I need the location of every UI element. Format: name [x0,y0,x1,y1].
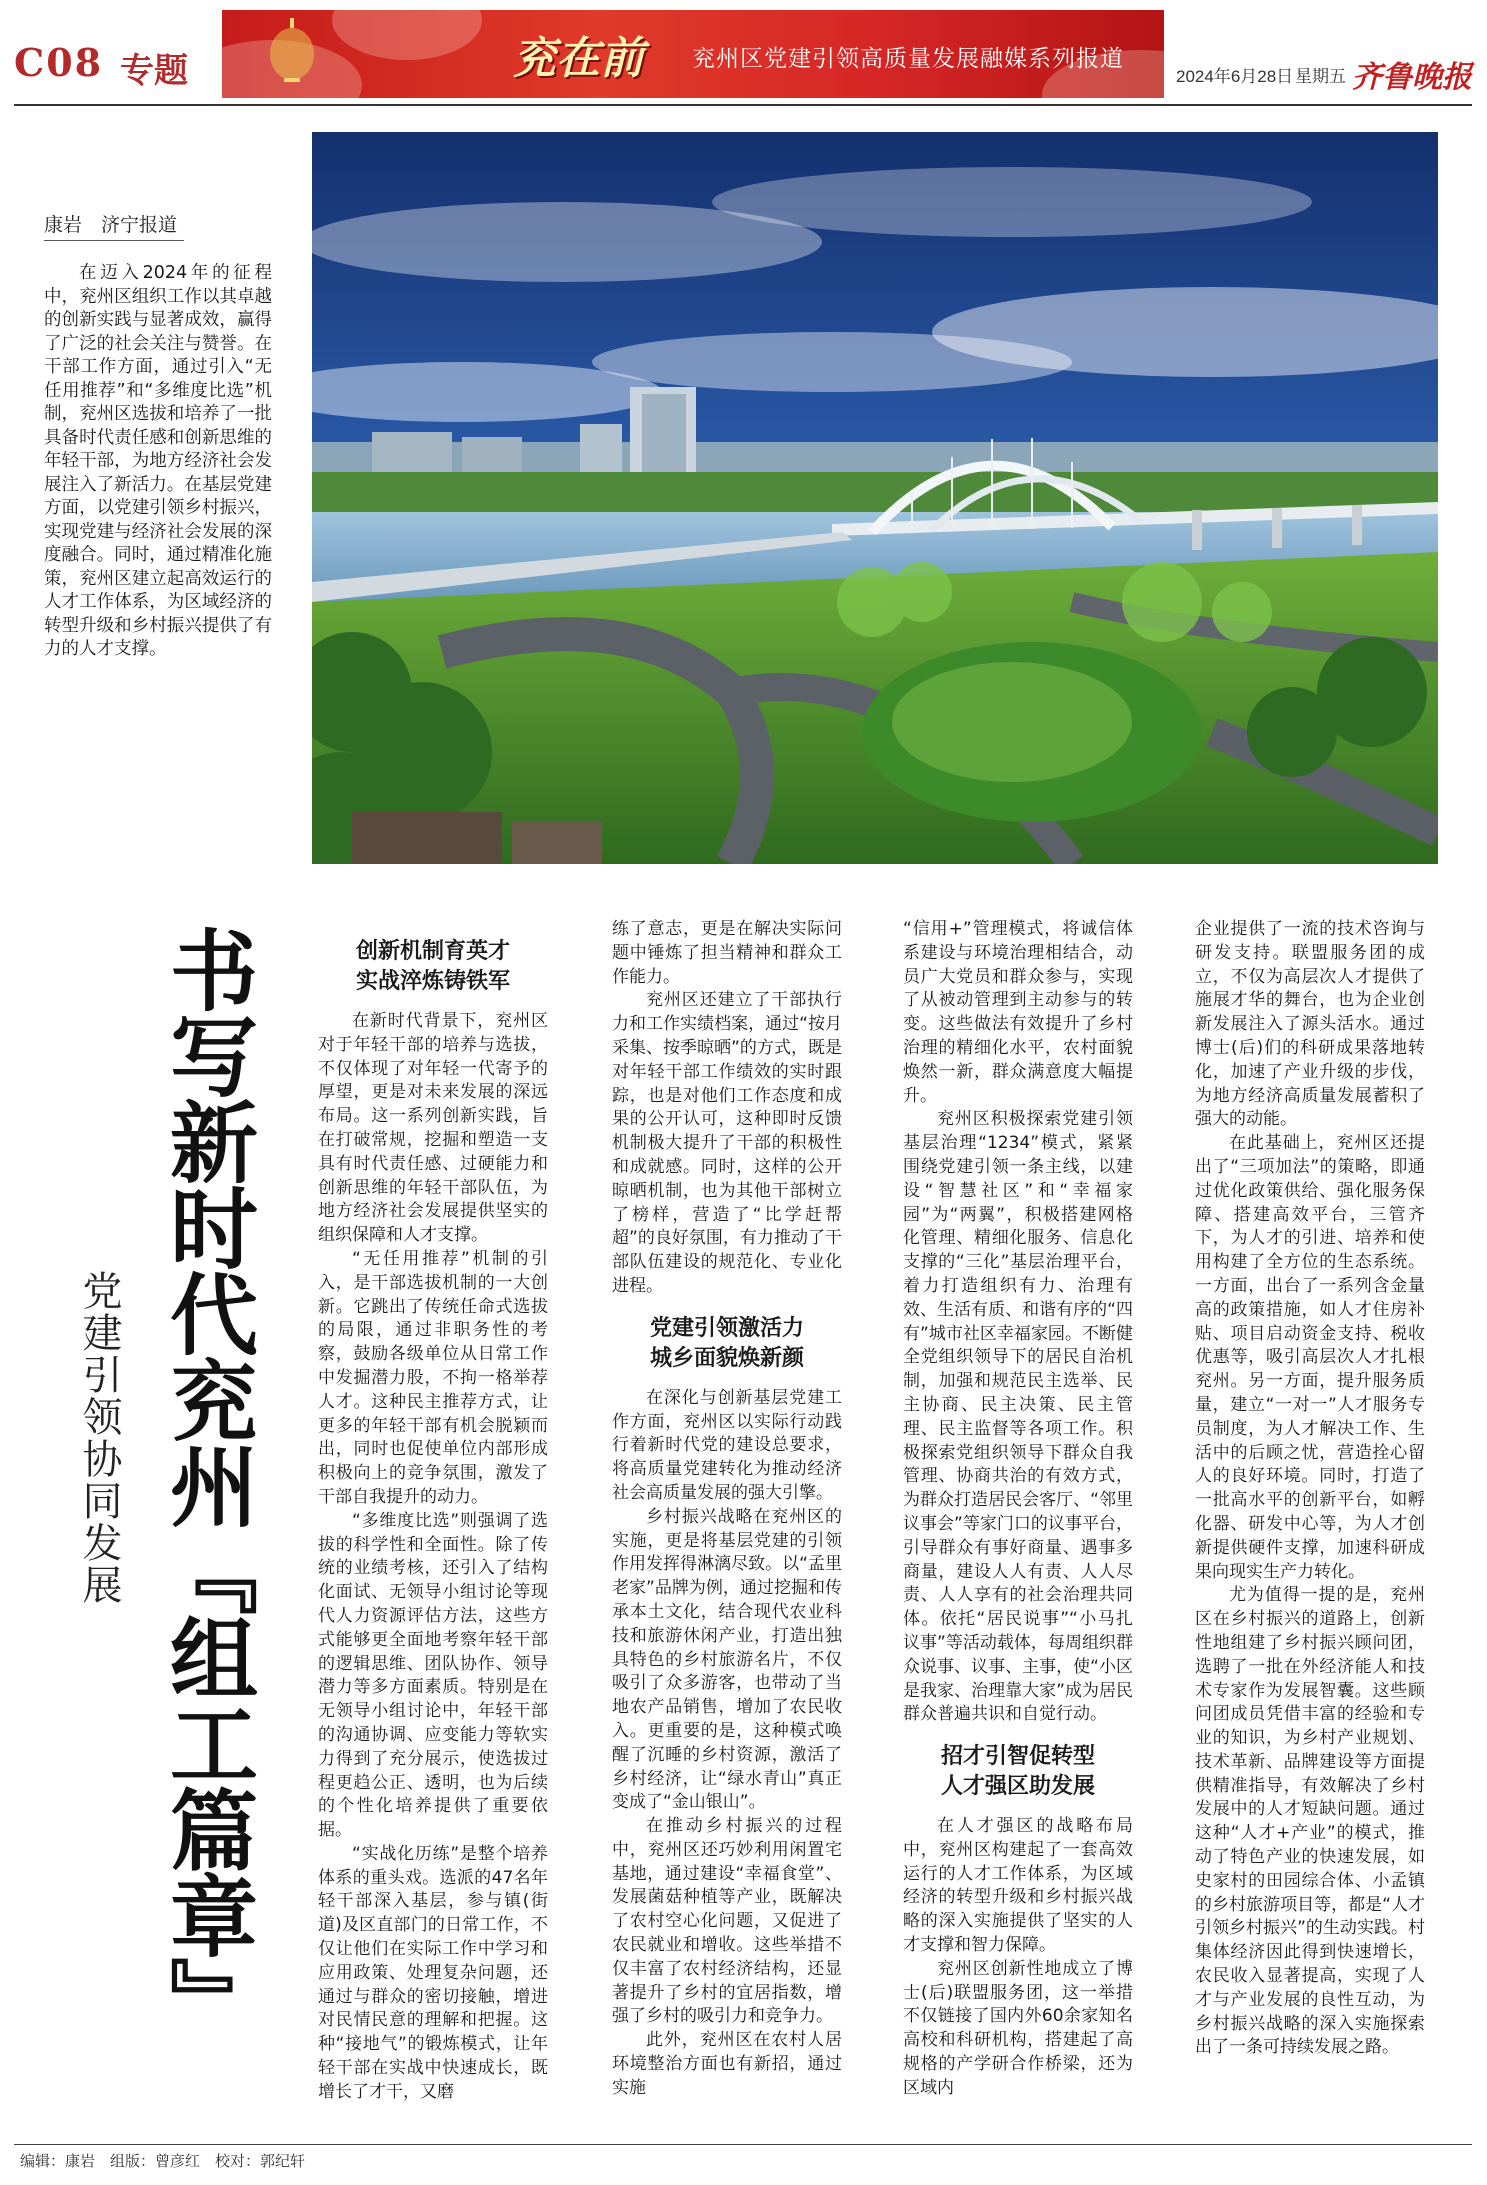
page-code: C08 [14,40,104,85]
issue-weekday: 星期五 [1295,67,1346,87]
section-heading-1b: 实战淬炼铸铁军 [355,968,510,994]
banner-title: 兖州区党建引领高质量发展融媒系列报道 [692,46,1124,72]
paragraph: 在深化与创新基层党建工作方面，兖州区以实际行动践行着新时代党的建设总要求，将高质量党建转化为推动经济社会高质量发展的强大引擎。 [612,1387,842,1503]
city-bridge-photo [312,132,1438,864]
paragraph: 练了意志，更是在解决实际问题中锤炼了担当精神和群众工作能力。 [612,919,842,987]
issue-date: 2024年6月28日 [1176,67,1294,86]
sub-headline: 党建引领协同发展 [76,1270,122,1606]
paragraph: 乡村振兴战略在兖州区的实施，更是将基层党建的引领作用发挥得淋漓尽致。以“孟里老家”品牌为例，通过挖掘和传承本土文化，结合现代农业科技和旅游休闲产业，打造出独具特色的乡村旅游名片，不仅吸引了众多游客，也带动了当地农产品销售，增加了农民收入。更重要的是，这种模式唤醒了沉睡的乡村资源，激活了乡村经济，让“绿水青山”真正变成了“金山银山”。 [612,1506,842,1813]
paragraph: 在人才强区的战略布局中，兖州区构建起了一套高效运行的人才工作体系，为区域经济的转型升级和乡村振兴战略的深入实施提供了坚实的人才支撑和智力保障。 [903,1816,1133,1956]
header-rule [14,104,1472,106]
article-column-1 [318,930,548,2105]
article-column-3 [903,918,1133,2101]
paragraph: 兖州区积极探索党建引领基层治理“1234”模式，紧紧围绕党建引领一条主线，以建设“智慧社区”和“幸福家园”为“两翼”，积极搭建网格化管理、精细化服务、信息化支撑的“三化”基层治理平台，着力打造组织有力、治理有效、生活有质、和谐有序的“四有”城市社区幸福家园。不断健全党组织领导下的居民自治机制，加强和规范民主选举、民主协商、民主决策、民主管理、民主监督等各项工作。积极探索党组织领导下群众自我管理、协商共治的有效方式，为群众打造居民会客厅、“邻里议事会”等家门口的议事平台，引导群众有事好商量、遇事多商量，建设人人有责、人人尽责、人人享有的社会治理共同体。依托“居民说事”“小马扎议事”等活动载体，每周组织群众说事、议事、主事，使“小区是我家、治理靠大家”成为居民群众普遍共识和自觉行动。 [903,1109,1133,1725]
paragraph: “信用+”管理模式，将诚信体系建设与环境治理相结合，动员广大党员和群众参与，实现了从被动管理到主动参与的转变。这些做法有效提升了乡村治理的精细化水平，农村面貌焕然一新，群众满意度大幅提升。 [903,919,1133,1106]
paragraph: 尤为值得一提的是，兖州区在乡村振兴的道路上，创新性地组建了乡村振兴顾问团，选聘了一批在外经济能人和技术专家作为发展智囊。这些顾问团成员凭借丰富的经验和专业的知识，为乡村产业规划、技术革新、品牌建设等方面提供精准指导，有效解决了乡村发展中的人才短缺问题。通过这种“人才+产业”的模式，推动了特色产业的快速发展，如史家村的田园综合体、小孟镇的乡村旅游项目等，都是“人才引领乡村振兴”的生动实践。村集体经济因此得到快速增长，农民收入显著提高，实现了人才与产业发展的良性互动，为乡村振兴战略的深入实施探索出了一条可持续发展之路。 [1195,1585,1425,2058]
paragraph: 兖州区创新性地成立了博士(后)联盟服务团，这一举措不仅链接了国内外60余家知名高校和科研机构，搭建起了高规格的产学研合作桥梁，还为区域内 [903,1958,1133,2098]
byline: 康岩 济宁报道 [44,214,178,236]
paragraph: 企业提供了一流的技术咨询与研发支持。联盟服务团的成立，不仅为高层次人才提供了施展才华的舞台，也为企业创新发展注入了源头活水。通过博士(后)们的科研成果落地转化，加速了产业升级的步伐，为地方经济高质量发展蓄积了强大的动能。 [1195,919,1425,1130]
byline-rule [44,240,184,241]
section-heading-1a: 创新机制育英才 [355,938,510,964]
section-heading-2a: 党建引领激活力 [649,1314,804,1341]
series-banner [222,10,1164,98]
paragraph: “多维度比选”则强调了选拔的科学性和全面性。除了传统的业绩考核，还引入了结构化面试、无领导小组讨论等现代人力资源评估方法，这些方式能够更全面地考察年轻干部的逻辑思维、团队协作、领导潜力等多方面素质。特别是在无领导小组讨论中，年轻干部的沟通协调、应变能力等软实力得到了充分展示，使选拔过程更趋公正、透明，也为后续的个性化培养提供了重要依据。 [318,1510,548,1841]
article-column-4 [1195,918,1425,2060]
section-heading-3a: 招才引智促转型 [940,1743,1095,1770]
section-name: 专题 [120,51,188,91]
paragraph: “实战化历练”是整个培养体系的重头戏。选派的47名年轻干部深入基层，参与镇(街道)及区直部门的日常工作，不仅让他们在实际工作中学习和应用政策、处理复杂问题，还通过与群众的密切接触，增进对民情民意的理解和把握。这种“接地气”的锻炼模式，让年轻干部在实战中快速成长，既增长了才干，又磨 [318,1843,548,2102]
footer-rule [14,2144,1472,2145]
section-heading-2b: 城乡面貌焕新颜 [649,1344,804,1371]
newspaper-logo: 齐鲁晚报 [1352,60,1472,95]
paragraph: 在推动乡村振兴的过程中，兖州区还巧妙利用闲置宅基地，通过建设“幸福食堂”、发展菌菇种植等产业，既解决了农村空心化问题，又促进了农民就业和增收。这些举措不仅丰富了农村经济结构，还显著提升了乡村的宜居指数，增强了乡村的吸引力和竞争力。 [612,1816,842,2027]
paragraph: “无任用推荐”机制的引入，是干部选拔机制的一大创新。它跳出了传统任命式选拔的局限，通过非职务性的考察，鼓励各级单位从日常工作中发掘潜力股，不拘一格举荐人才。这种民主推荐方式，让更多的年轻干部有机会脱颖而出，同时也促使单位内部形成积极向上的竞争氛围，激发了干部自我提升的动力。 [318,1248,548,1507]
paragraph: 在此基础上，兖州区还提出了“三项加法”的策略，即通过优化政策供给、强化服务保障、搭建高效平台，三管齐下，为人才的引进、培养和使用构建了全方位的生态系统。一方面，出台了一系列含金量高的政策措施，如人才住房补贴、项目启动资金支持、税收优惠等，吸引高层次人才扎根兖州。另一方面，提升服务质量，建立“一对一”人才服务专员制度，为人才解决工作、生活中的后顾之忧，营造拴心留人的良好环境。同时，打造了一批高水平的创新平台，如孵化器、研发中心等，为人才创新提供硬件支撑，加速科研成果向现实生产力转化。 [1195,1133,1425,1582]
footer-credits: 编辑：康岩 组版：曾彦红 校对：郭纪轩 [20,2152,306,2170]
paragraph: 此外，兖州区在农村人居环境整治方面也有新招，通过实施 [612,2030,842,2098]
paragraph: 兖州区还建立了干部执行力和工作实绩档案，通过“按月采集、按季晾晒”的方式，既是对年轻干部工作绩效的实时跟踪，也是对他们工作态度和成果的公开认可，这种即时反馈机制极大提升了干部的积极性和成就感。同时，这样的公开晾晒机制，也为其他干部树立了榜样，营造了“比学赶帮超”的良好氛围，有力推动了干部队伍建设的规范化、专业化进程。 [612,990,842,1296]
lantern-icon [262,18,322,90]
section-heading-3b: 人才强区助发展 [940,1773,1095,1800]
article-intro: 在迈入2024年的征程中，兖州区组织工作以其卓越的创新实践与显著成效，赢得了广泛的社会关注与赞誉。在干部工作方面，通过引入“无任用推荐”和“多维度比选”机制，兖州区选拔和培养了一批具备时代责任感和创新思维的年轻干部，为地方经济社会发展注入了新活力。在基层党建方面，以党建引领乡村振兴，实现党建与经济社会发展的深度融合。同时，通过精准化施策，兖州区建立起高效运行的人才工作体系，为区域经济的转型升级和乡村振兴提供了有力的人才支撑。 [44,263,272,659]
banner-logo: 兖在前 [512,33,644,84]
article-column-2 [612,918,842,2101]
main-headline: 书写新时代兖州『组工篇章』 [156,925,260,2043]
paragraph: 在新时代背景下，兖州区对于年轻干部的培养与选拔，不仅体现了对年轻一代寄予的厚望，更是对未来发展的深远布局。这一系列创新实践，旨在打破常规，挖掘和塑造一支具有时代责任感、过硬能力和创新思维的年轻干部队伍，为地方经济社会发展提供坚实的组织保障和人才支撑。 [318,1011,548,1246]
